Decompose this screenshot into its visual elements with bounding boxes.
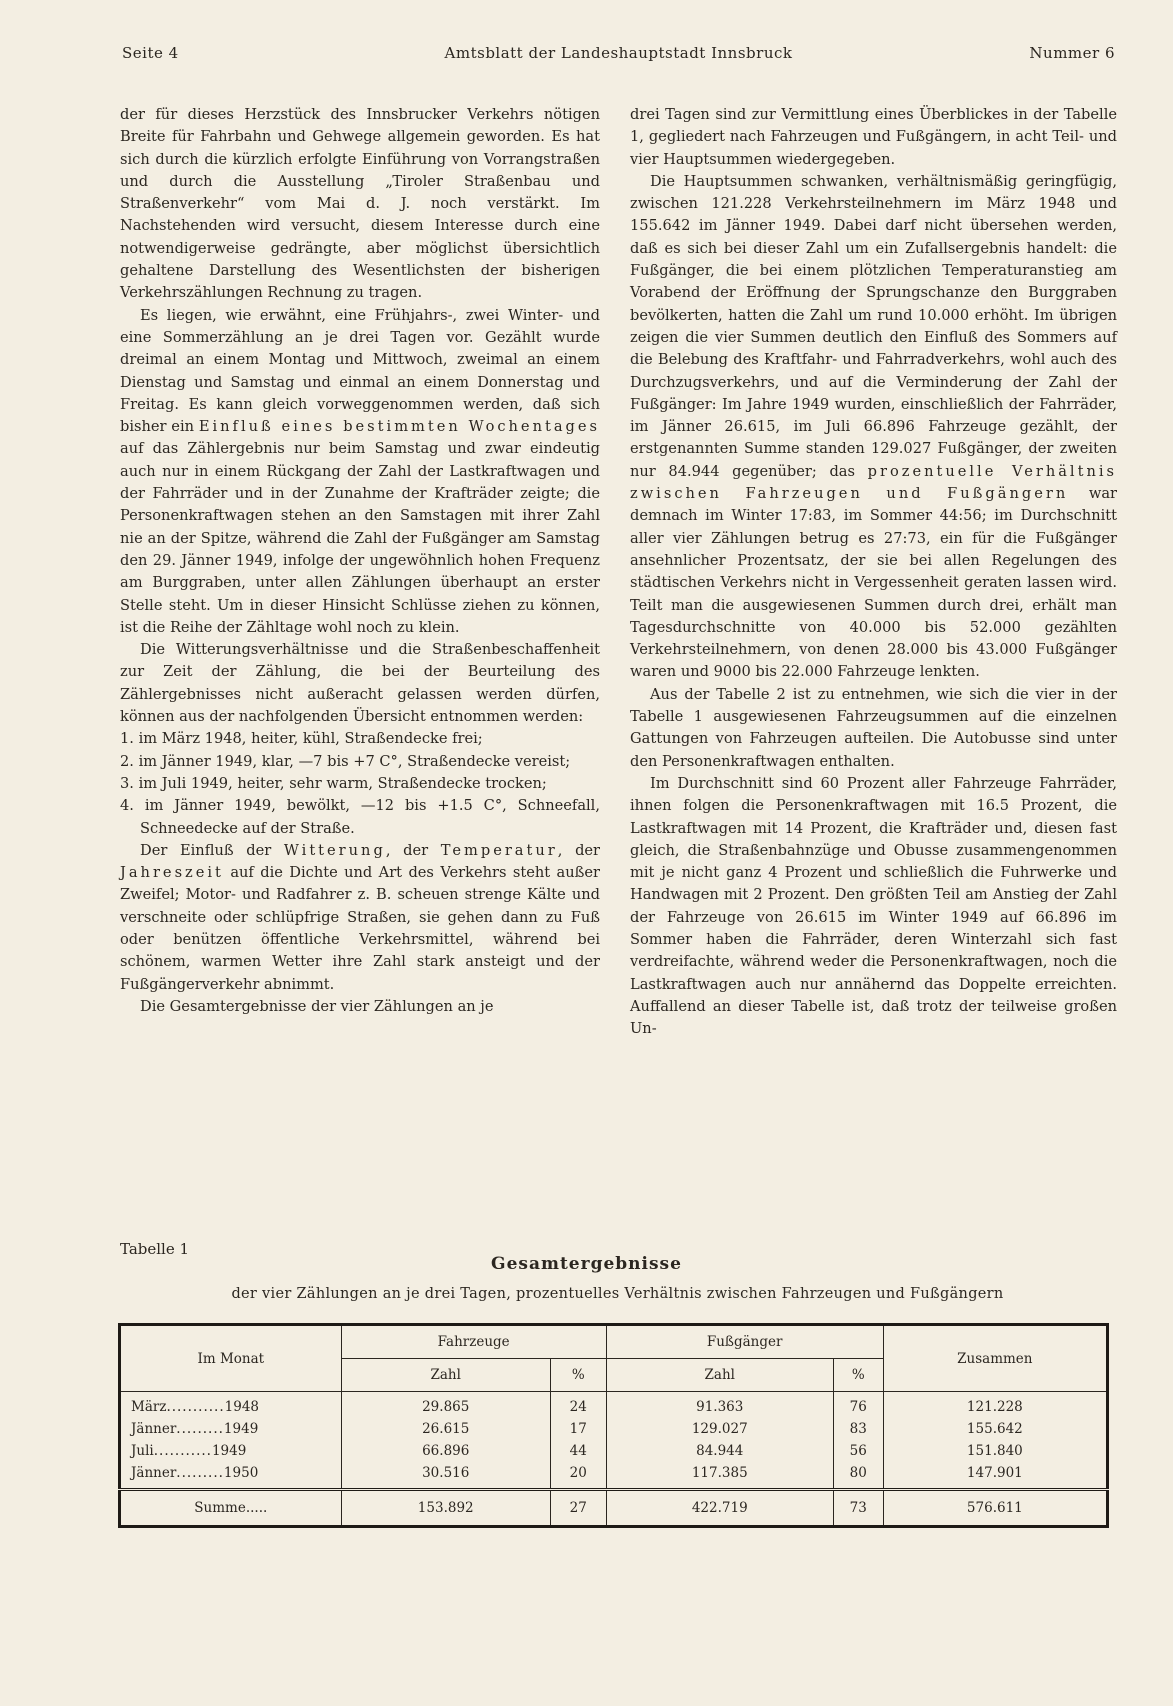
cell-pedestrian-percent: 83	[833, 1418, 883, 1440]
header-vehicle-percent: %	[550, 1359, 606, 1392]
paragraph: drei Tagen sind zur Vermittlung eines Überblickes in der Tabelle 1, gegliedert nach Fahrzeugen und Fußgängern, in acht Teil- und vier Hauptsummen wiedergegeben.	[630, 106, 1117, 168]
paragraph: Aus der Tabelle 2 ist zu entnehmen, wie sich die vier in der Tabelle 1 ausgewiesenen Fahrzeugsummen auf die einzelnen Gattungen von Fahrzeugen aufteilen. Die Autobusse sind unter den Personenkraftwagen enthalten.	[630, 685, 1117, 770]
row-year: 1948	[224, 1399, 260, 1415]
page-number: Seite 4	[122, 44, 179, 62]
row-month: Jänner	[131, 1421, 177, 1437]
cell-vehicle-percent: 20	[550, 1462, 606, 1490]
table-row: Juli...........1949 66.896 44 84.944 56 151.840	[120, 1440, 1108, 1462]
list-item: 2. im Jänner 1949, klar, —7 bis +7 C°, Straßendecke vereist;	[120, 752, 571, 770]
list-item: 3. im Juli 1949, heiter, sehr warm, Straßendecke trocken;	[120, 774, 547, 792]
results-table	[118, 1323, 1109, 1528]
cell-pedestrians: 117.385	[606, 1462, 833, 1490]
cell-total: 155.642	[883, 1418, 1107, 1440]
row-year: 1950	[223, 1465, 259, 1481]
paragraph: Der Einfluß der Witterung, der Temperatur, der Jahreszeit auf die Dichte und Art des Verkehrs steht außer Zweifel; Motor- und Radfahrer z. B. scheuen strenge Kälte und verschneite oder schlüpfrige Straßen, sie gehen dann zu Fuß oder benützen öffentliche Verkehrsmittel, während bei schönem, warmen Wetter ihre Zahl stark ansteigt und der Fußgängerverkehr abnimmt.	[120, 841, 601, 993]
cell-total: 151.840	[883, 1440, 1107, 1462]
sum-pedestrian-percent: 73	[833, 1490, 883, 1527]
table-title: Gesamtergebnisse	[491, 1254, 682, 1274]
paragraph: Im Durchschnitt sind 60 Prozent aller Fahrzeuge Fahrräder, ihnen folgen die Personenkraftwagen mit 16.5 Prozent, die Lastkraftwagen mit 14 Prozent, die Krafträder und, diesen fast gleich, die Straßenbahnzüge und Obusse zusammengenommen mit je nicht ganz 4 Prozent und schließlich die Fuhrwerke und Handwagen mit 2 Prozent. Den größten Teil am Anstieg der Zahl der Fahrzeuge von 26.615 im Winter 1949 auf 66.896 im Sommer haben die Fahrräder, deren Winterzahl sich fast verdreifachte, während weder die Personenkraftwagen, noch die Lastkraftwagen auch nur annähernd das Doppelte erreichten. Auffallend an dieser Tabelle ist, daß trotz der teilweise großen Un-	[630, 774, 1117, 1038]
cell-vehicles: 30.516	[341, 1462, 550, 1490]
table-row: März...........1948 29.865 24 91.363 76 121.228	[120, 1392, 1108, 1419]
cell-vehicle-percent: 17	[550, 1418, 606, 1440]
sum-vehicles: 153.892	[341, 1490, 550, 1527]
table-subtitle: der vier Zählungen an je drei Tagen, prozentuelles Verhältnis zwischen Fahrzeugen und Fußgängern	[231, 1286, 1004, 1302]
header-vehicle-count: Zahl	[341, 1359, 550, 1392]
sum-pedestrians: 422.719	[606, 1490, 833, 1527]
list-item: 1. im März 1948, heiter, kühl, Straßendecke frei;	[120, 730, 483, 748]
row-month: März	[131, 1399, 167, 1415]
header-pedestrians: Fußgänger	[606, 1325, 883, 1359]
emphasis: Einfluß eines bestimmten Wochentages	[198, 418, 601, 436]
sum-vehicle-percent: 27	[550, 1490, 606, 1527]
right-column	[630, 104, 1117, 1040]
issue-number: Nummer 6	[1029, 44, 1115, 62]
cell-pedestrian-percent: 56	[833, 1440, 883, 1462]
paragraph: Die Gesamtergebnisse der vier Zählungen an je	[140, 997, 494, 1015]
row-year: 1949	[223, 1421, 259, 1437]
table-row: Jänner.........1950 30.516 20 117.385 80 147.901	[120, 1462, 1108, 1490]
header-month: Im Monat	[120, 1325, 342, 1392]
emphasis: Witterung	[283, 841, 386, 859]
list-item: 4. im Jänner 1949, bewölkt, —12 bis +1.5 C°, Schneefall, Schneedecke auf der Straße.	[120, 797, 600, 837]
sum-row	[120, 1490, 1108, 1527]
cell-total: 147.901	[883, 1462, 1107, 1490]
cell-vehicle-percent: 24	[550, 1392, 606, 1419]
table-row: Jänner.........1949 26.615 17 129.027 83 155.642	[120, 1418, 1108, 1440]
cell-vehicle-percent: 44	[550, 1440, 606, 1462]
row-month: Jänner	[131, 1465, 177, 1481]
row-year: 1949	[211, 1443, 247, 1459]
cell-pedestrian-percent: 76	[833, 1392, 883, 1419]
publication-title: Amtsblatt der Landeshauptstadt Innsbruck	[444, 44, 793, 62]
paragraph: Die Witterungsverhältnisse und die Straßenbeschaffenheit zur Zeit der Zählung, die bei der Beurteilung des Zählergebnisses nicht außeracht gelassen werden dürfen, können aus der nachfolgenden Übersicht entnommen werden:	[120, 641, 600, 726]
cell-vehicles: 66.896	[341, 1440, 550, 1462]
left-column	[120, 104, 600, 1018]
cell-pedestrians: 129.027	[606, 1418, 833, 1440]
paragraph: Es liegen, wie erwähnt, eine Frühjahrs-, zwei Winter- und eine Sommerzählung an je drei Tagen vor. Gezählt wurde dreimal an einem Montag und Mittwoch, zweimal an einem Dienstag und Samstag und einmal an einem Donnerstag und Freitag. Es kann gleich vorweggenommen werden, daß sich bisher ein Einfluß eines bestimmten Wochentages auf das Zählergebnis nur beim Samstag und zwar eindeutig auch nur in einem Rückgang der Zahl der Lastkraftwagen und der Fahrräder und in der Zunahme der Krafträder zeigte; die Personenkraftwagen stehen an den Samstagen mit ihrer Zahl nie an der Spitze, während die Zahl der Fußgänger am Samstag den 29. Jänner 1949, infolge der ungewöhnlich hohen Frequenz am Burggraben, unter allen Zählungen überhaupt an erster Stelle steht. Um in dieser Hinsicht Schlüsse ziehen zu können, ist die Reihe der Zähltage wohl noch zu klein.	[120, 306, 601, 636]
page-header	[122, 44, 1115, 72]
table-label: Tabelle 1	[120, 1240, 190, 1258]
emphasis: prozentuelle Verhältnis zwischen Fahrzeugen und Fußgängern	[630, 462, 1118, 503]
sum-label: Summe.....	[120, 1490, 342, 1527]
emphasis: Jahreszeit	[120, 864, 224, 882]
header-pedestrian-count: Zahl	[606, 1359, 833, 1392]
weather-list	[120, 728, 600, 839]
paragraph: der für dieses Herzstück des Innsbrucker Verkehrs nötigen Breite für Fahrbahn und Gehwege allgemein geworden. Es hat sich durch die kürzlich erfolgte Einführung von Vorrangstraßen und durch die Ausstellung „Tiroler Straßenbau und Straßenverkehr“ vom Mai d. J. noch verstärkt. Im Nachstehenden wird versucht, diesem Interesse durch eine notwendigerweise gedrängte, aber möglichst übersichtlich gehaltene Darstellung des Wesentlichsten der bisherigen Verkehrszählungen Rechnung zu tragen.	[120, 106, 600, 302]
row-month: Juli	[131, 1443, 154, 1459]
header-total: Zusammen	[883, 1325, 1107, 1392]
cell-pedestrian-percent: 80	[833, 1462, 883, 1490]
header-pedestrian-percent: %	[833, 1359, 883, 1392]
sum-total: 576.611	[883, 1490, 1107, 1527]
cell-pedestrians: 84.944	[606, 1440, 833, 1462]
cell-vehicles: 26.615	[341, 1418, 550, 1440]
header-vehicles: Fahrzeuge	[341, 1325, 606, 1359]
cell-pedestrians: 91.363	[606, 1392, 833, 1419]
paragraph: Die Hauptsummen schwanken, verhältnismäßig geringfügig, zwischen 121.228 Verkehrsteilnehmern im März 1948 und 155.642 im Jänner 1949. Dabei darf nicht übersehen werden, daß es sich bei dieser Zahl um ein Zufallsergebnis handelt: die Fußgänger, die bei einem plötzlichen Temperaturanstieg am Vorabend der Eröffnung der Sprungschanze den Burggraben bevölkerten, hatten die Zahl um rund 10.000 erhöht. Im übrigen zeigen die vier Summen deutlich den Einfluß des Sommers auf die Belebung des Kraftfahr- und Fahrradverkehrs, wohl auch des Durchzugsverkehrs, und auf die Verminderung der Zahl der Fußgänger: Im Jahre 1949 wurden, einschließlich der Fahrräder, im Jänner 26.615, im Juli 66.896 Fahrzeuge gezählt, der erstgenannten Summe standen 129.027 Fußgänger, der zweiten nur 84.944 gegenüber; das prozentuelle Verhältnis zwischen Fahrzeugen und Fußgängern war demnach im Winter 17:83, im Sommer 44:56; im Durchschnitt aller vier Zählungen betrug es 27:73, ein für die Fußgänger ansehnlicher Prozentsatz, der sie bei allen Regelungen des städtischen Verkehrs nicht in Vergessenheit geraten lassen wird. Teilt man die ausgewiesenen Summen durch drei, erhält man Tagesdurchschnitte von 40.000 bis 52.000 gezählten Verkehrsteilnehmern, von denen 28.000 bis 43.000 Fußgänger waren und 9000 bis 22.000 Fahrzeuge lenkten.	[630, 172, 1118, 681]
cell-vehicles: 29.865	[341, 1392, 550, 1419]
cell-total: 121.228	[883, 1392, 1107, 1419]
emphasis: Temperatur	[440, 841, 558, 859]
